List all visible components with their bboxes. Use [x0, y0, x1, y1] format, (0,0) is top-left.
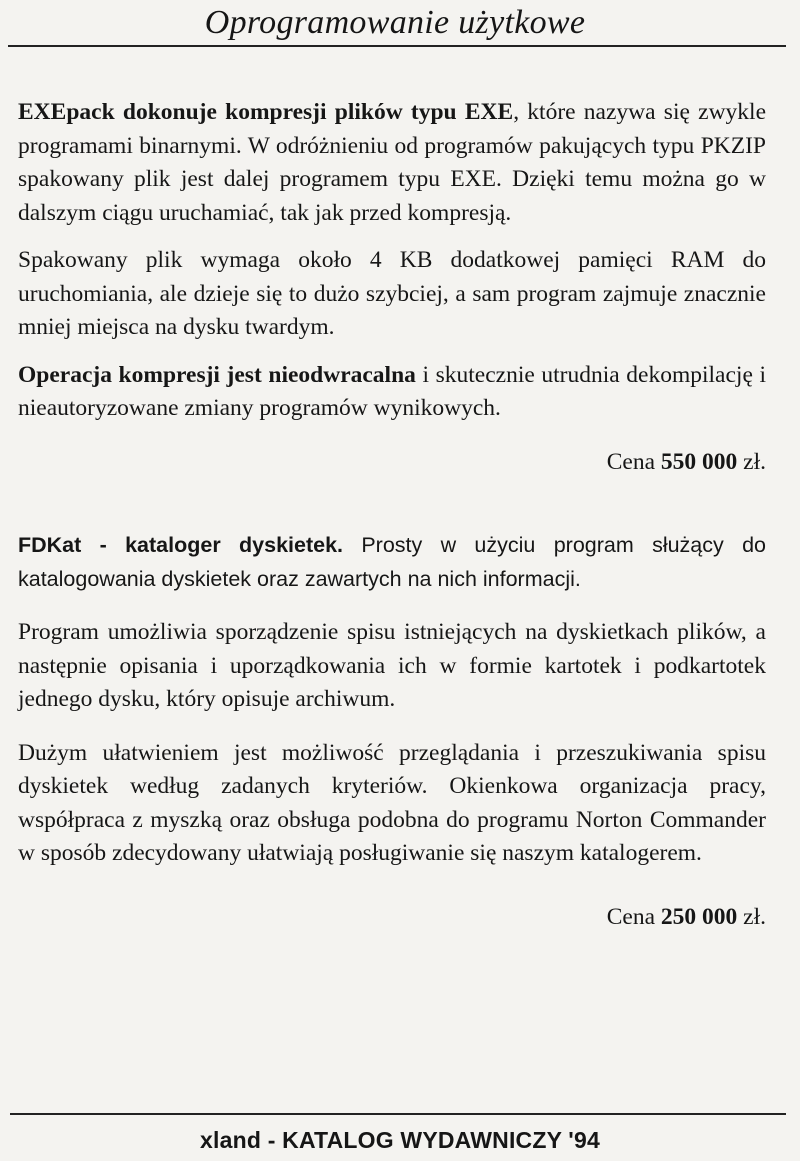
exepack-irreversible-text: i skutecznie utrudnia dekompilację i nieautoryzowane zmiany programów wynikowych. — [18, 361, 767, 421]
article-body — [18, 96, 766, 934]
exepack-paragraph-memory: Spakowany plik wymaga około 4 KB dodatkowej pamięci RAM do uruchomiania, ale dzieje się to dużo szybciej, a sam program zajmuje znacznie mniej miejsca na dysku twardym. — [18, 247, 766, 340]
fdkat-intro — [18, 529, 766, 596]
footer-divider — [10, 1113, 786, 1115]
fdkat-paragraph-search: Dużym ułatwieniem jest możliwość przeglądania i przeszukiwania spisu dyskietek według zadanych kryteriów. Okienkowa organizacja pracy, współpraca z myszką oraz obsługa podobna do programu Norton Commander w sposób zdecydowany ułatwiają posługiwanie się naszym katalogerem. — [18, 739, 766, 866]
footer-title: xland - KATALOG WYDAWNICZY '94 — [200, 1127, 600, 1153]
price-unit: zł. — [737, 448, 766, 475]
price-label: Cena — [606, 903, 661, 930]
exepack-price — [18, 446, 766, 480]
price-unit: zł. — [737, 903, 766, 930]
price-value: 250 000 — [660, 903, 738, 930]
fdkat-heading: FDKat - kataloger dyskietek. — [18, 533, 344, 557]
fdkat-intro-text: Prosty w użyciu program służący do katalogowania dyskietek oraz zawartych na nich informacji. — [18, 533, 767, 591]
page-title: Oprogramowanie użytkowe — [204, 4, 586, 41]
exepack-heading: EXEpack dokonuje kompresji plików typu EXE — [18, 99, 514, 125]
exepack-paragraph-irreversible — [18, 359, 766, 426]
exepack-intro-text: , które nazywa się zwykle programami binarnymi. W odróżnieniu od programów pakujących typu PKZIP spakowany plik jest dalej programem typu EXE. Dzięki temu można go w dalszym ciągu uruchamiać, tak jak przed kompresją. — [18, 99, 766, 226]
exepack-irreversible-bold: Operacja kompresji jest nieodwracalna — [18, 361, 416, 388]
exepack-intro — [18, 96, 766, 230]
fdkat-price — [18, 901, 766, 935]
fdkat-paragraph-catalog: Program umożliwia sporządzenie spisu istniejących na dyskietkach plików, a następnie opisania i uporządkowania ich w formie kartotek i podkartotek jednego dysku, który opisuje archiwum. — [18, 619, 766, 712]
header-divider — [8, 45, 786, 47]
price-value: 550 000 — [660, 448, 738, 475]
price-label: Cena — [606, 448, 661, 475]
